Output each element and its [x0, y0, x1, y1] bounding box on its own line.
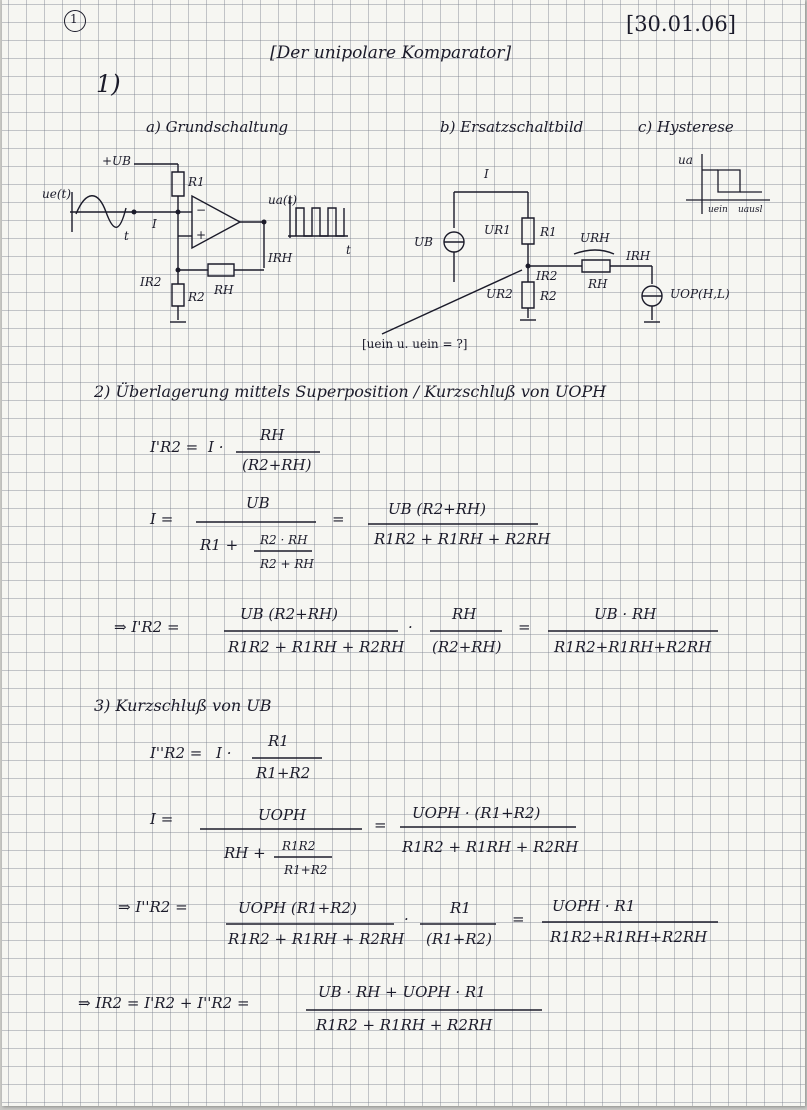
s2-eq3-dot: ·	[408, 618, 413, 636]
s3-eq3-num2: R1	[450, 899, 471, 917]
s2-eq3-num3: UB · RH	[594, 605, 657, 623]
s2-eq3-den3: R1R2+R1RH+R2RH	[554, 638, 712, 656]
s2-eq2-den-num: R2 · RH	[260, 533, 308, 547]
s3-eq2-eq: =	[374, 816, 387, 834]
page-date: [30.01.06]	[626, 12, 736, 36]
circuit-b-uop: UOP(H,L)	[670, 287, 730, 301]
s2-eq2-lhs: I =	[150, 510, 174, 528]
circuit-a-rh: RH	[214, 283, 234, 297]
s2-eq2-den2: R1R2 + R1RH + R2RH	[374, 530, 551, 548]
circuit-b-irh: IRH	[626, 249, 651, 263]
circuit-b-question: [uein u. uein = ?]	[362, 337, 468, 351]
circuit-a-minus: −	[196, 203, 207, 217]
s2-eq3-num2: RH	[452, 605, 477, 623]
circuit-a-i: I	[152, 217, 157, 231]
s2-eq2-den-a: R1 +	[200, 536, 239, 554]
s3-eq1-lhs: I''R2 =	[150, 744, 203, 762]
circuit-b-urh: URH	[580, 231, 610, 245]
circuit-b-r1: R1	[540, 225, 557, 239]
s3-eq3-den2: (R1+R2)	[426, 930, 492, 948]
s3-eq3-eq: =	[512, 910, 525, 928]
circuit-b-ur2: UR2	[486, 287, 513, 301]
circuit-a-input: ue(t)	[42, 187, 72, 201]
circuit-b-rh: RH	[588, 277, 608, 291]
page-number: 1	[70, 12, 78, 26]
s3-eq4-den: R1R2 + R1RH + R2RH	[316, 1016, 493, 1034]
circuit-a-r2: R2	[188, 290, 205, 304]
circuit-a-plus: +	[196, 228, 207, 242]
s2-eq1-den: (R2+RH)	[242, 456, 312, 474]
s3-eq3-num: UOPH (R1+R2)	[238, 899, 357, 917]
s3-eq4-num: UB · RH + UOPH · R1	[318, 983, 486, 1001]
circuit-b-ub: UB	[414, 235, 433, 249]
s2-eq2-den-den: R2 + RH	[260, 557, 314, 571]
s3-eq2-den-num: R1R2	[282, 839, 316, 853]
hysteresis-uausl: uausl	[738, 205, 763, 215]
section2-heading: 2) Überlagerung mittels Superposition / Kurzschluß von UOPH	[94, 382, 607, 401]
circuit-a-supply: +UB	[102, 154, 131, 168]
section1-label-a: a) Grundschaltung	[146, 118, 289, 136]
s2-eq3-den: R1R2 + R1RH + R2RH	[228, 638, 405, 656]
s3-eq2-lhs: I =	[150, 810, 174, 828]
s2-eq3-den2: (R2+RH)	[432, 638, 502, 656]
s2-eq2-num: UB	[246, 494, 270, 512]
s3-eq2-den-den: R1+R2	[284, 863, 328, 877]
s2-eq1-lhs: I'R2 =	[150, 438, 199, 456]
hysteresis-ua: ua	[678, 153, 693, 167]
s2-eq1-num: RH	[260, 426, 285, 444]
s3-eq2-den2: R1R2 + R1RH + R2RH	[402, 838, 579, 856]
circuit-a-r1: R1	[188, 175, 205, 189]
s2-eq1-mid: I ·	[208, 438, 224, 456]
s3-eq3-lhs: ⇒ I''R2 =	[118, 898, 188, 916]
circuit-a-output: ua(t)	[268, 193, 298, 207]
circuit-a-ir2: IR2	[140, 275, 162, 289]
s3-eq2-num: UOPH	[258, 806, 307, 824]
hysteresis-uein: uein	[708, 205, 728, 215]
circuit-a-irh: IRH	[268, 251, 293, 265]
s2-eq3-num: UB (R2+RH)	[240, 605, 338, 623]
grid-paper-sheet	[2, 0, 805, 1106]
circuit-a-t2: t	[346, 243, 351, 257]
circuit-b-r2: R2	[540, 289, 557, 303]
s3-eq1-mid: I ·	[216, 744, 232, 762]
s2-eq3-eq: =	[518, 618, 531, 636]
s2-eq3-lhs: ⇒ I'R2 =	[114, 618, 180, 636]
section1-number: 1)	[96, 70, 121, 98]
s3-eq4-lhs: ⇒ IR2 = I'R2 + I''R2 =	[78, 994, 250, 1012]
s3-eq2-num2: UOPH · (R1+R2)	[412, 804, 541, 822]
section1-label-c: c) Hysterese	[638, 118, 734, 136]
s3-eq3-den3: R1R2+R1RH+R2RH	[550, 928, 708, 946]
circuit-b-ur1: UR1	[484, 223, 511, 237]
section3-heading: 3) Kurzschluß von UB	[94, 696, 272, 715]
s3-eq3-dot: ·	[404, 910, 409, 928]
s3-eq2-den-a: RH +	[224, 844, 266, 862]
s2-eq2-num2: UB (R2+RH)	[388, 500, 486, 518]
page-title: [Der unipolare Komparator]	[270, 43, 512, 63]
s3-eq1-den: R1+R2	[256, 764, 311, 782]
s3-eq3-den: R1R2 + R1RH + R2RH	[228, 930, 405, 948]
circuit-b-i: I	[484, 167, 489, 181]
s2-eq2-eq: =	[332, 510, 345, 528]
s3-eq1-num: R1	[268, 732, 289, 750]
section1-label-b: b) Ersatzschaltbild	[440, 118, 584, 136]
circuit-b-ir2: IR2	[536, 269, 558, 283]
circuit-a-t1: t	[124, 229, 129, 243]
s3-eq3-num3: UOPH · R1	[552, 897, 636, 915]
